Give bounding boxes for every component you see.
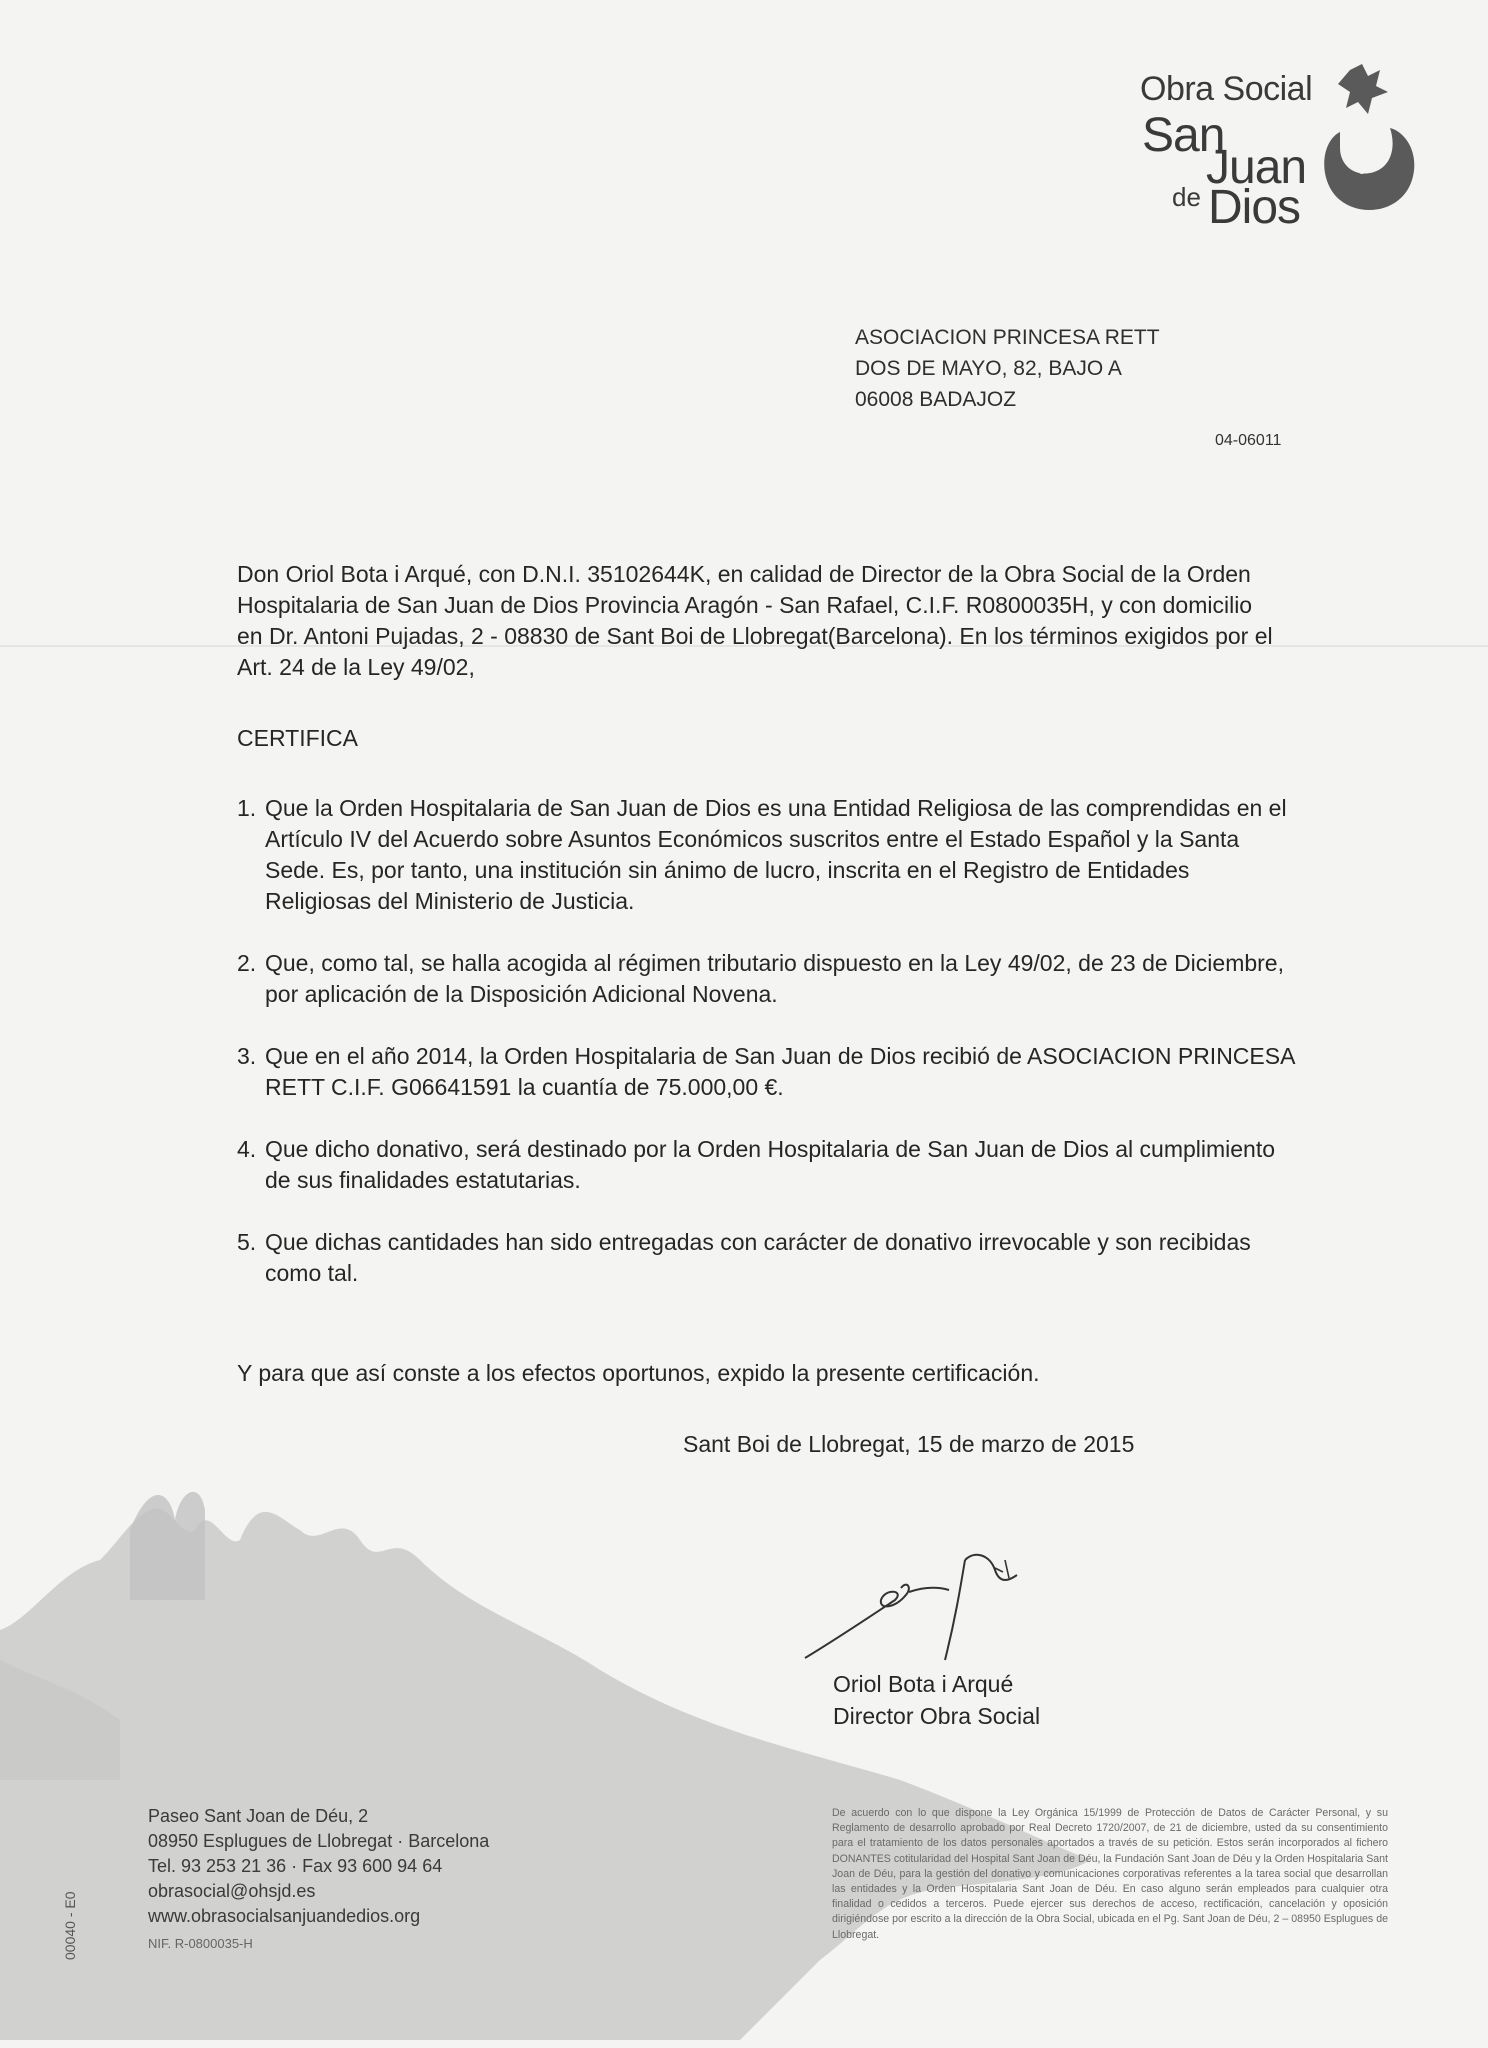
item-text: Que la Orden Hospitalaria de San Juan de Dios es una Entidad Religiosa de las comprendidas en el Artículo IV del Acuerdo sobre Asuntos Económicos suscritos entre el Estado Español y la Santa Sede. Es, por tanto, una institución sin ánimo de lucro, inscrita en el Registro de Entidades Religiosas del Ministerio de Justicia. [265, 795, 1287, 914]
recipient-street: DOS DE MAYO, 82, BAJO A [855, 357, 1122, 380]
item-number: 1. [237, 795, 257, 821]
item-text: Que, como tal, se halla acogida al régimen tributario dispuesto en la Ley 49/02, de 23 de Diciembre, por aplicación de la Disposición Adicional Novena. [265, 950, 1284, 1007]
item-text: Que dichas cantidades han sido entregadas con carácter de donativo irrevocable y son recibidas como tal. [265, 1229, 1251, 1286]
intro-paragraph: Don Oriol Bota i Arqué, con D.N.I. 35102644K, en calidad de Director de la Obra Social de la Orden Hospitalaria de San Juan de Dios Provincia Aragón - San Rafael, C.I.F. R0800035H, y con domicilio en Dr. Antoni Pujadas, 2 - 08830 de Sant Boi de Llobregat(Barcelona). En los términos exigidos por el Art. 24 de la Ley 49/02, [237, 561, 1273, 680]
signer-block [833, 1668, 1040, 1732]
recipient-city: 06008 BADAJOZ [855, 388, 1017, 411]
logo-obra-social-text: Obra Social [1140, 70, 1313, 108]
recipient-name: ASOCIACION PRINCESA RETT [855, 326, 1160, 349]
footer-nif: NIF. R-0800035-H [148, 1936, 253, 1951]
footer-address-line2: 08950 Esplugues de Llobregat · Barcelona [148, 1831, 490, 1851]
signer-title: Director Obra Social [833, 1703, 1041, 1729]
item-number: 5. [237, 1229, 257, 1255]
list-item [237, 1134, 1297, 1196]
pomegranate-icon [1310, 62, 1420, 212]
list-item [237, 1227, 1297, 1289]
place-and-date: Sant Boi de Llobregat, 15 de marzo de 2015 [683, 1431, 1135, 1457]
form-code-vertical: 00040 - E0 [62, 1891, 78, 1960]
decorative-brush-stroke [0, 1480, 1488, 2040]
footer-website: www.obrasocialsanjuandedios.org [148, 1906, 421, 1926]
logo-dios-text: Dios [1208, 181, 1301, 234]
item-number: 2. [237, 950, 257, 976]
footer-phone: Tel. 93 253 21 36 · Fax 93 600 94 64 [148, 1856, 443, 1876]
item-text: Que en el año 2014, la Orden Hospitalaria de San Juan de Dios recibió de ASOCIACION PRINCESA RETT C.I.F. G06641591 la cuantía de 75.000,00 €. [265, 1043, 1295, 1100]
handwritten-signature [795, 1530, 1055, 1670]
footer-contact [148, 1804, 489, 1929]
signer-name: Oriol Bota i Arqué [833, 1671, 1014, 1697]
logo-juan-text: Juan [1206, 141, 1307, 194]
item-number: 4. [237, 1136, 257, 1162]
item-text: Que dicho donativo, será destinado por la Orden Hospitalaria de San Juan de Dios al cumplimiento de sus finalidades estatutarias. [265, 1136, 1276, 1193]
item-number: 3. [237, 1043, 257, 1069]
reference-code: 04-06011 [1215, 432, 1282, 449]
list-item [237, 948, 1297, 1010]
footer-email: obrasocial@ohsjd.es [148, 1881, 316, 1901]
logo-san-text: San [1142, 109, 1225, 162]
certification-items [237, 793, 1297, 1289]
footer-address-line1: Paseo Sant Joan de Déu, 2 [148, 1806, 369, 1826]
list-item [237, 1041, 1297, 1103]
logo-de-text: de [1172, 182, 1201, 212]
closing-statement: Y para que así conste a los efectos oportunos, expido la presente certificación. [237, 1360, 1040, 1386]
privacy-notice: De acuerdo con lo que dispone la Ley Orgánica 15/1999 de Protección de Datos de Carácter Personal, y su Reglamento de desarrollo aprobado por Real Decreto 1720/2007, de 21 de diciembre, usted da su consentimiento para el tratamiento de los datos personales aportados a través de su petición. Estos serán incorporados al fichero DONANTES cotitularidad del Hospital Sant Joan de Déu, la Fundación Sant Joan de Déu y la Orden Hospitalaria Sant Joan de Déu, para la gestión del donativo y comunicaciones corporativas referentes a la tarea social que desarrollan las entidades y la Orden Hospitalaria Sant Joan de Déu. En caso alguno serán empleados para cualquier otra finalidad o cedidos a terceros. Puede ejercer sus derechos de acceso, rectificación, cancelación y oposición dirigiéndose por escrito a la dirección de la Obra Social, ubicada en el Pg. Sant Joan de Déu, 2 – 08950 Esplugues de Llobregat. [832, 1807, 1388, 1941]
obra-social-logo [1140, 62, 1430, 232]
certifica-heading: CERTIFICA [237, 725, 358, 751]
recipient-address [855, 322, 1160, 415]
list-item [237, 793, 1297, 917]
